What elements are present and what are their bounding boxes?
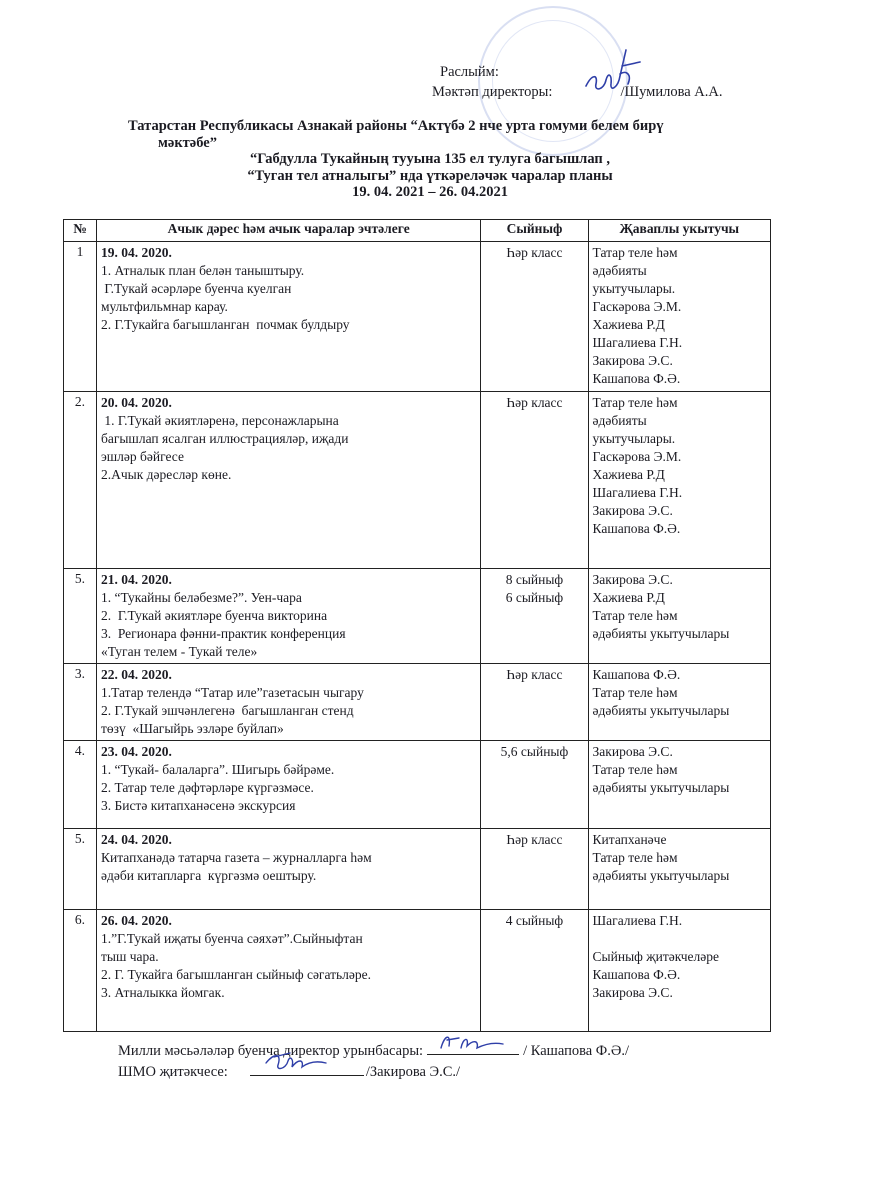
event-item: 2. Г.Тукай эшчәнлегенә багышланган стенд <box>100 703 354 718</box>
event-item: 3. Регионара фәнни-практик конференция <box>100 626 346 641</box>
responsible-person: әдәбияты укытучылары <box>592 780 730 795</box>
class-value: 8 сыйныф <box>505 572 564 587</box>
event-item: 2. Г.Тукайга багышланган почмак булдыру <box>100 317 350 332</box>
responsible-person: Закирова Э.С. <box>592 985 673 1000</box>
responsible-person: Шагалиева Г.Н. <box>592 335 683 350</box>
responsible-person: Кашапова Ф.Ә. <box>592 667 681 682</box>
row-content <box>96 569 480 664</box>
event-date: 22. 04. 2020. <box>100 667 172 682</box>
responsible-person: Шагалиева Г.Н. <box>592 913 683 928</box>
deputy-name: / Кашапова Ф.Ә./ <box>523 1043 630 1059</box>
row-number: 6. <box>64 910 97 1032</box>
responsible-person: Хажиева Р.Д <box>592 317 665 332</box>
event-item: 3. Атналыкка йомгак. <box>100 985 225 1000</box>
footer-signatures <box>118 1040 629 1082</box>
row-responsible <box>588 741 770 829</box>
table-body <box>64 242 771 1032</box>
document-heading <box>90 118 770 201</box>
row-responsible <box>588 829 770 910</box>
event-item: 2. Г.Тукай әкиятләре буенча викторина <box>100 608 328 623</box>
responsible-person: әдәбияты <box>592 413 647 428</box>
responsible-person: Хажиева Р.Д <box>592 590 665 605</box>
director-name: /Шумилова А.А. <box>620 84 723 100</box>
event-date: 19. 04. 2020. <box>100 245 172 260</box>
row-class <box>481 829 588 910</box>
event-item: 1. Атналык план белән таныштыру. <box>100 263 305 278</box>
table-row <box>64 569 771 664</box>
class-value: Һәр класс <box>506 395 563 410</box>
responsible-person: Закирова Э.С. <box>592 353 673 368</box>
director-signature <box>582 44 644 100</box>
event-item: мультфильмнар карау. <box>100 299 228 314</box>
event-item: эшләр бәйгесе <box>100 449 184 464</box>
approval-block <box>432 62 722 102</box>
event-item: 1.”Г.Тукай иҗаты буенча сәяхәт”.Сыйныфтан <box>100 931 363 946</box>
event-item: тыш чара. <box>100 949 159 964</box>
row-content <box>96 664 480 741</box>
responsible-person: Гаскәрова Э.М. <box>592 449 682 464</box>
responsible-person: Гаскәрова Э.М. <box>592 299 682 314</box>
event-item: әдәби китапларга күргәзмә оештыру. <box>100 868 317 883</box>
director-label: Мәктәп директоры: <box>432 84 553 100</box>
responsible-person: Татар теле һәм <box>592 245 678 260</box>
responsible-person: әдәбияты <box>592 263 647 278</box>
table-row <box>64 392 771 569</box>
row-responsible <box>588 392 770 569</box>
table-row <box>64 910 771 1032</box>
deputy-signature-line <box>118 1040 629 1061</box>
event-item: 1. “Тукай- балаларга”. Шигырь бәйрәме. <box>100 762 335 777</box>
class-value: 4 сыйныф <box>505 913 564 928</box>
event-item: 1. “Тукайны беләбезме?”. Уен-чара <box>100 590 302 605</box>
deputy-signature <box>427 1040 519 1055</box>
event-item: Китапханәдә татарча газета – журналларга һәм <box>100 850 372 865</box>
event-item: 2.Ачык дәресләр көне. <box>100 467 232 482</box>
table-row <box>64 741 771 829</box>
responsible-person: Татар теле һәм <box>592 762 678 777</box>
responsible-person: Сыйныф җитәкчеләре <box>592 949 719 964</box>
row-content <box>96 741 480 829</box>
row-number: 2. <box>64 392 97 569</box>
class-value: 5,6 сыйныф <box>500 744 569 759</box>
row-content <box>96 242 480 392</box>
table-header-row <box>64 220 771 242</box>
heading-line-1: Татарстан Республикасы Азнакай районы “Актүбә 2 нче урта гомуми белем бирү <box>128 118 664 134</box>
responsible-person: әдәбияты укытучылары <box>592 703 730 718</box>
responsible-person: әдәбияты укытучылары <box>592 868 730 883</box>
event-date: 24. 04. 2020. <box>100 832 172 847</box>
header-content: Ачык дәрес һәм ачык чаралар эчтәлеге <box>96 220 480 242</box>
events-plan-table <box>63 219 771 1032</box>
responsible-person <box>593 930 766 948</box>
responsible-person: Кашапова Ф.Ә. <box>592 521 681 536</box>
heading-line-2: мәктәбе” <box>158 134 217 151</box>
row-class <box>481 664 588 741</box>
approved-label: Раслыйм: <box>440 64 499 80</box>
event-date: 26. 04. 2020. <box>100 913 172 928</box>
responsible-person: укытучылары. <box>592 431 676 446</box>
responsible-person: Кашапова Ф.Ә. <box>592 371 681 386</box>
event-item: Г.Тукай әсәрләре буенча куелган <box>100 281 292 296</box>
row-number: 5. <box>64 829 97 910</box>
event-item: 3. Бистә китапханәсенә экскурсия <box>100 798 296 813</box>
row-class <box>481 242 588 392</box>
event-date: 20. 04. 2020. <box>100 395 172 410</box>
row-responsible <box>588 569 770 664</box>
row-content <box>96 829 480 910</box>
row-number: 4. <box>64 741 97 829</box>
event-item: «Туган телем - Тукай теле» <box>100 644 258 659</box>
responsible-person: әдәбияты укытучылары <box>592 626 730 641</box>
row-content <box>96 392 480 569</box>
shmo-signature <box>250 1061 364 1076</box>
class-value: Һәр класс <box>506 832 563 847</box>
event-item: 2. Татар теле дәфтәрләре күргәзмәсе. <box>100 780 314 795</box>
table-row <box>64 829 771 910</box>
event-item: 1. Г.Тукай әкиятләренә, персонажларына <box>100 413 339 428</box>
responsible-person: Закирова Э.С. <box>592 503 673 518</box>
responsible-person: Хажиева Р.Д <box>592 467 665 482</box>
shmo-name: /Закирова Э.С./ <box>365 1064 461 1080</box>
row-responsible <box>588 242 770 392</box>
row-class <box>481 741 588 829</box>
header-class: Сыйныф <box>481 220 588 242</box>
table-row <box>64 242 771 392</box>
row-number: 3. <box>64 664 97 741</box>
event-item: 1.Татар телендә “Татар иле”газетасын чыгару <box>100 685 364 700</box>
class-value: Һәр класс <box>506 245 563 260</box>
row-responsible <box>588 910 770 1032</box>
responsible-person: Кашапова Ф.Ә. <box>592 967 681 982</box>
class-value: 6 сыйныф <box>505 590 564 605</box>
row-class <box>481 392 588 569</box>
responsible-person: Закирова Э.С. <box>592 744 673 759</box>
heading-line-3: “Габдулла Тукайның тууына 135 ел тулуга багышлап , <box>250 151 610 167</box>
row-content <box>96 910 480 1032</box>
header-responsible: Җаваплы укытучы <box>588 220 770 242</box>
responsible-person: Татар теле һәм <box>592 685 678 700</box>
row-responsible <box>588 664 770 741</box>
heading-line-4: “Туган тел атналыгы” нда үткәреләчәк чаралар планы <box>247 167 613 184</box>
event-item: төзү «Шагыйрь эзләре буйлап» <box>100 721 284 736</box>
row-class <box>481 569 588 664</box>
event-item: 2. Г. Тукайга багышланган сыйныф сәгатьләре. <box>100 967 372 982</box>
event-date: 23. 04. 2020. <box>100 744 172 759</box>
responsible-person: Китапханәче <box>592 832 667 847</box>
row-number: 1 <box>64 242 97 392</box>
event-date: 21. 04. 2020. <box>100 572 172 587</box>
heading-date-range: 19. 04. 2021 – 26. 04.2021 <box>352 184 508 200</box>
header-number: № <box>64 220 97 242</box>
responsible-person: Шагалиева Г.Н. <box>592 485 683 500</box>
row-number: 5. <box>64 569 97 664</box>
shmo-label: ШМО җитәкчесе: <box>118 1064 228 1080</box>
class-value: Һәр класс <box>506 667 563 682</box>
responsible-person: Закирова Э.С. <box>592 572 673 587</box>
deputy-label: Милли мәсьәләләр буенча директор урынбасары: <box>118 1043 424 1059</box>
responsible-person: Татар теле һәм <box>592 395 678 410</box>
responsible-person: Татар теле һәм <box>592 608 678 623</box>
responsible-person: укытучылары. <box>592 281 676 296</box>
row-class <box>481 910 588 1032</box>
event-item: багышлап ясалган иллюстрацияләр, иҗади <box>100 431 349 446</box>
shmo-signature-line <box>118 1061 629 1082</box>
responsible-person: Татар теле һәм <box>592 850 678 865</box>
table-row <box>64 664 771 741</box>
